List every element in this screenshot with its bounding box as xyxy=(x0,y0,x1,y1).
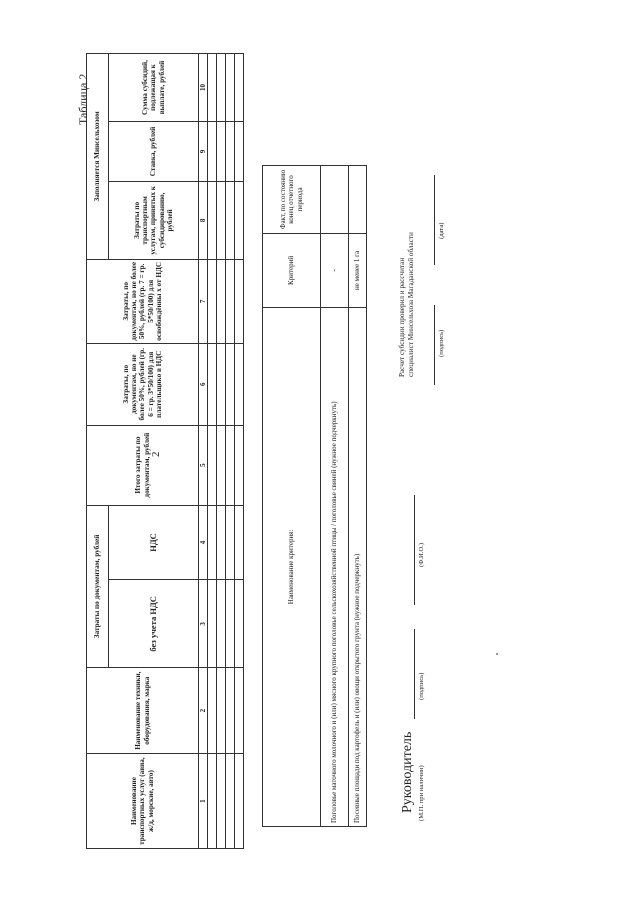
column-number: 3 xyxy=(199,580,208,668)
criteria-row-fact xyxy=(349,166,367,234)
checker-signature-line xyxy=(434,305,435,385)
director-signature-line xyxy=(414,629,415,719)
table-row xyxy=(208,54,217,849)
table-caption: Таблица 2 xyxy=(76,73,90,125)
table-row xyxy=(217,54,226,849)
header-rate: Ставка, рублей xyxy=(109,122,199,182)
header-costs-vat-exempt: Затраты, по документам, но не более 50%, рублей (гр. 7 = гр. 5*50/100) для освобождённы х от НДС xyxy=(87,259,199,343)
page-number: 2 xyxy=(150,451,162,457)
criteria-row-name: Посевные площади под картофель и (или) овощи открытого грунта (нужное подчеркнуть) xyxy=(349,307,367,826)
director-fio-caption: (Ф.И.О.) xyxy=(418,542,425,567)
header-accepted-costs: Затраты по транспортным услугам, принятых к субсидированию, рублей xyxy=(109,181,199,259)
criteria-row-name: Поголовье маточного молочного и (или) мясного крупного поголовье сельскохозяйственной птицы / поголовье свиней (нужное подчеркнуть) xyxy=(321,307,349,826)
criteria-row xyxy=(349,166,367,827)
header-vat: НДС xyxy=(109,505,199,580)
director-signature-caption: (подпись) xyxy=(418,672,425,700)
criteria-header-fact: Факт, по состоянию конец отчетного периода xyxy=(263,166,321,234)
header-transport-services: Наименование транспортных услуг (авиа, ж/д, морские, авто) xyxy=(87,754,199,849)
main-table xyxy=(86,53,244,849)
criteria-row-criterion: не менее 1 га xyxy=(349,233,367,307)
header-without-vat: без учета НДС xyxy=(109,580,199,668)
director-label: Руководитель xyxy=(400,731,415,813)
header-costs-vat-payers: Затраты, по документам, но не более 50%, рублей (гр. 6 = гр. 3*50/100) для плательщико в НДС xyxy=(87,343,199,425)
director-fio-line xyxy=(414,495,415,605)
column-number: 2 xyxy=(199,668,208,754)
column-number: 1 xyxy=(199,754,208,849)
column-number: 9 xyxy=(199,122,208,182)
criteria-row-criterion: - xyxy=(321,233,349,307)
checker-signature-caption: (подпись) xyxy=(438,329,445,357)
column-number: 10 xyxy=(199,54,208,122)
column-number: 5 xyxy=(199,425,208,505)
header-equipment: Наименование техники, оборудования, марка xyxy=(87,668,199,754)
column-numbers-row xyxy=(199,54,208,849)
criteria-table xyxy=(262,165,367,827)
table-row xyxy=(235,54,244,849)
header-costs-group: Затраты по документам, рублей xyxy=(87,505,109,668)
header-subsidy-sum: Сумма субсидий, подлежащая к выплате, рублей xyxy=(109,54,199,122)
criteria-header-name: Наименование критерия: xyxy=(263,307,321,826)
criteria-row-fact xyxy=(321,166,349,234)
director-seal-note: (М.П. при наличии) xyxy=(418,765,425,821)
header-total-costs: Итого затраты по документам, рублей xyxy=(87,425,199,505)
header-ministry-group: Заполняется Минсельхозом xyxy=(87,54,109,260)
checker-date-line xyxy=(434,175,435,265)
column-number: 6 xyxy=(199,343,208,425)
column-number: 4 xyxy=(199,505,208,580)
column-number: 7 xyxy=(199,259,208,343)
column-number: 8 xyxy=(199,181,208,259)
criteria-header-criterion: Критерий xyxy=(263,233,321,307)
scan-dot xyxy=(496,653,498,655)
checker-text: Расчет субсидии проверил и рассчитан специалист Минсельхоза Магаданской области xyxy=(398,232,415,377)
table-row xyxy=(226,54,235,849)
checker-date-caption: (дата) xyxy=(438,222,445,239)
criteria-row xyxy=(321,166,349,827)
